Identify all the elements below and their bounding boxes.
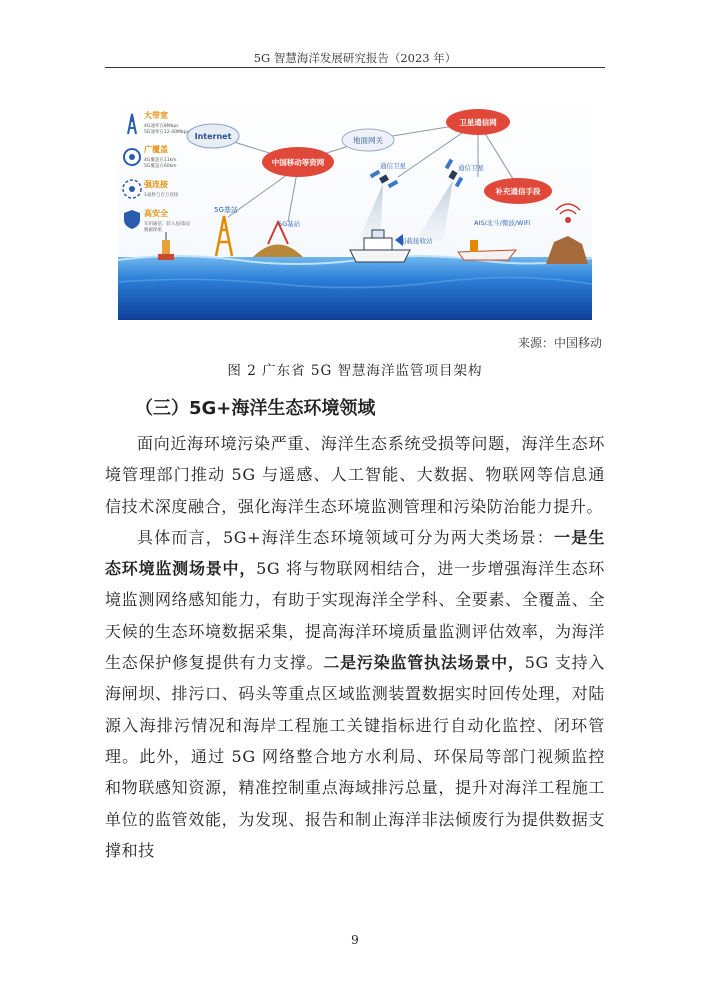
cloud-ground-gateway [342, 129, 394, 151]
svg-text:强连接: 强连接 [144, 180, 168, 189]
body-text [105, 428, 605, 866]
cloud-supplement [484, 178, 552, 204]
paragraph-1: 面向近海环境污染严重、海洋生态系统受损等问题，海洋生态环境管理部门推动 5G 与遥感、人工智能、大数据、物联网等信息通信技术深度融合，强化海洋生态环境监测管理和污染防治能力提升。 [105, 434, 605, 516]
section-heading: （三）5G+海洋生态环境领域 [135, 398, 376, 419]
cloud-mobile-network [262, 147, 334, 177]
page-number: 9 [351, 933, 359, 947]
sea [118, 257, 592, 320]
svg-text:通信卫星: 通信卫星 [380, 162, 406, 170]
header-rule [105, 67, 605, 68]
svg-text:5G基站: 5G基站 [214, 206, 238, 214]
svg-text:通信卫星: 通信卫星 [458, 164, 484, 172]
svg-text:5G速率在12-40Mbps: 5G速率在12-40Mbps [144, 130, 189, 135]
cloud-internet [187, 124, 239, 148]
cloud-satellite-network [446, 109, 510, 135]
svg-text:AIS/北斗/微波/WiFi: AIS/北斗/微波/WiFi [474, 219, 531, 227]
svg-text:军用通信，防入侵/取证: 军用通信，防入侵/取证 [144, 222, 191, 227]
architecture-figure [118, 92, 592, 320]
svg-text:中国移动等资网: 中国移动等资网 [271, 158, 325, 167]
svg-text:5G覆盖在60km: 5G覆盖在60km [144, 164, 177, 169]
paragraph-2-intro: 具体而言，5G+海洋生态环境领域可分为两大类场景： [137, 527, 554, 547]
figure-caption: 图 2 广东省 5G 智慧海洋监管项目架构 [227, 363, 483, 379]
svg-text:船载接收站: 船载接收站 [400, 237, 433, 245]
svg-text:1毫秒与百万连接: 1毫秒与百万连接 [144, 193, 179, 198]
svg-text:大带宽: 大带宽 [144, 111, 168, 120]
figure-source: 来源：中国移动 [517, 336, 602, 350]
svg-text:数据保密: 数据保密 [144, 228, 162, 233]
svg-text:地面网关: 地面网关 [353, 136, 383, 145]
bold-scenario-2: 二是污染监管执法场景中， [323, 653, 525, 673]
svg-text:4G速率在8Mbps: 4G速率在8Mbps [144, 124, 179, 129]
paragraph-2-text1: 5G 将与物联网相结合，进一步增强海洋生态环境监测网络感知能力，有助于实现海洋全学科、全要素、全覆盖、全天候的生态环境数据采集，提高海洋环境质量监测评估效率，为海洋生态保护修复提供有力支撑。 [105, 559, 605, 673]
svg-text:高安全: 高安全 [144, 209, 168, 218]
paragraph-2-text2: 5G 支持入海闸坝、排污口、码头等重点区域监测装置数据实时回传处理，对陆源入海排污情况和海岸工程施工关键指标进行自动化监控、闭环管理。此外，通过 5G 网络整合地方水利局、环保局等部门视频监控和物联感知资源，精准控制重点海域排污总量，提升对海洋工程施工单位的监管效能，为发现、报告和制止海洋非法倾废行为提供数据支撑和技 [105, 653, 605, 860]
svg-text:4G覆盖在11km: 4G覆盖在11km [144, 158, 177, 163]
svg-text:Internet: Internet [194, 132, 232, 141]
svg-text:补充通信手段: 补充通信手段 [495, 187, 541, 196]
paragraph-2 [105, 522, 605, 866]
bold-scenario-1: 一是生态环境监测场景中， [105, 527, 605, 579]
svg-text:5G基站: 5G基站 [278, 220, 301, 228]
svg-text:卫星通信网: 卫星通信网 [459, 118, 497, 127]
svg-text:广覆盖: 广覆盖 [144, 145, 168, 154]
running-header: 5G 智慧海洋发展研究报告（2023 年） [253, 51, 457, 65]
